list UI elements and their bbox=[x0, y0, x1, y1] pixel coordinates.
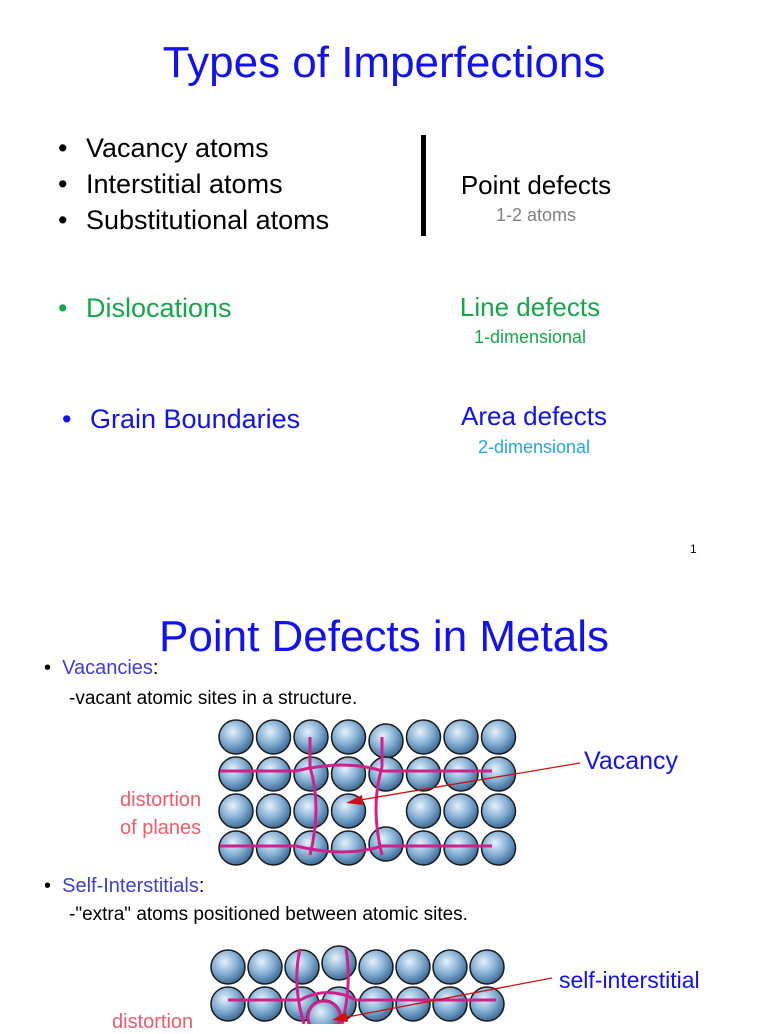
list-item-substitutional: • Substitutional atoms bbox=[58, 202, 329, 238]
lattice-atom bbox=[369, 724, 403, 758]
lattice-atom bbox=[257, 831, 291, 865]
lattice-atom bbox=[248, 987, 282, 1021]
distortion-label-line1: distortion bbox=[120, 789, 202, 811]
bullet-dot: • bbox=[44, 657, 63, 679]
area-defect-list bbox=[62, 404, 300, 435]
lattice-atom bbox=[407, 720, 441, 754]
lattice-atom bbox=[444, 720, 478, 754]
list-item-grain-boundaries: • Grain Boundaries bbox=[62, 404, 300, 435]
lattice-atom bbox=[248, 950, 282, 984]
lattice-atom bbox=[332, 831, 366, 865]
lattice-atom bbox=[211, 950, 245, 984]
int-pointer-line bbox=[342, 978, 552, 1018]
point-defect-list bbox=[58, 130, 329, 238]
lattice-atom bbox=[219, 831, 253, 865]
vacancies-colon: : bbox=[152, 657, 159, 679]
lattice-atom bbox=[482, 831, 516, 865]
lattice-atom bbox=[285, 950, 319, 984]
interstitial-pointer-arrow bbox=[330, 972, 560, 1024]
pointer-arrowhead bbox=[346, 795, 363, 805]
list-item-dislocations: • Dislocations bbox=[58, 293, 232, 324]
lattice-atom bbox=[211, 987, 245, 1021]
list-item-interstitial: • Interstitial atoms bbox=[58, 166, 329, 202]
lattice-atom bbox=[257, 720, 291, 754]
line-defects-heading: Line defects bbox=[459, 292, 601, 322]
lattice-atom bbox=[407, 831, 441, 865]
self-interstitials-term: Self-Interstitials bbox=[62, 875, 199, 897]
lattice-atom bbox=[219, 794, 253, 828]
bullet-dot: • bbox=[44, 875, 63, 897]
lattice-atom bbox=[219, 720, 253, 754]
lattice-atom bbox=[369, 827, 403, 861]
lattice-atom bbox=[444, 831, 478, 865]
point-defects-heading: Point defects bbox=[460, 170, 612, 200]
int-pointer-arrowhead bbox=[332, 1012, 348, 1022]
pointer-line bbox=[360, 763, 580, 800]
slide1-title: Types of Imperfections bbox=[162, 38, 606, 87]
line-defect-list bbox=[58, 293, 232, 324]
vacancies-description: -vacant atomic sites in a structure. bbox=[69, 688, 358, 709]
slide2-title: Point Defects in Metals bbox=[159, 612, 609, 661]
lattice-atom bbox=[294, 794, 328, 828]
distortion-label-2: distortion bbox=[112, 1011, 194, 1033]
self-interstitials-colon: : bbox=[198, 875, 205, 897]
page-number: 1 bbox=[690, 542, 697, 556]
distortion-label-line2: of planes bbox=[120, 817, 202, 839]
vacancy-label: Vacancy bbox=[584, 747, 679, 775]
divider-bar bbox=[421, 135, 426, 236]
lattice-atom bbox=[257, 757, 291, 791]
vacancies-bullet bbox=[44, 657, 158, 680]
vacancy-pointer-arrow bbox=[330, 755, 590, 815]
self-interstitial-label: self-interstitial bbox=[559, 967, 700, 993]
lattice-atom bbox=[332, 720, 366, 754]
list-item-vacancy: • Vacancy atoms bbox=[58, 130, 329, 166]
lattice-atom bbox=[219, 757, 253, 791]
lattice-atom bbox=[482, 720, 516, 754]
lattice-atom bbox=[257, 794, 291, 828]
line-defects-sub: 1-dimensional bbox=[473, 327, 587, 347]
self-interstitials-description: -"extra" atoms positioned between atomic sites. bbox=[69, 904, 468, 925]
point-defects-sub: 1-2 atoms bbox=[495, 205, 577, 225]
self-interstitials-bullet bbox=[44, 875, 204, 898]
vacancies-term: Vacancies bbox=[62, 657, 153, 679]
area-defects-heading: Area defects bbox=[461, 401, 607, 431]
area-defects-sub: 2-dimensional bbox=[477, 437, 591, 457]
